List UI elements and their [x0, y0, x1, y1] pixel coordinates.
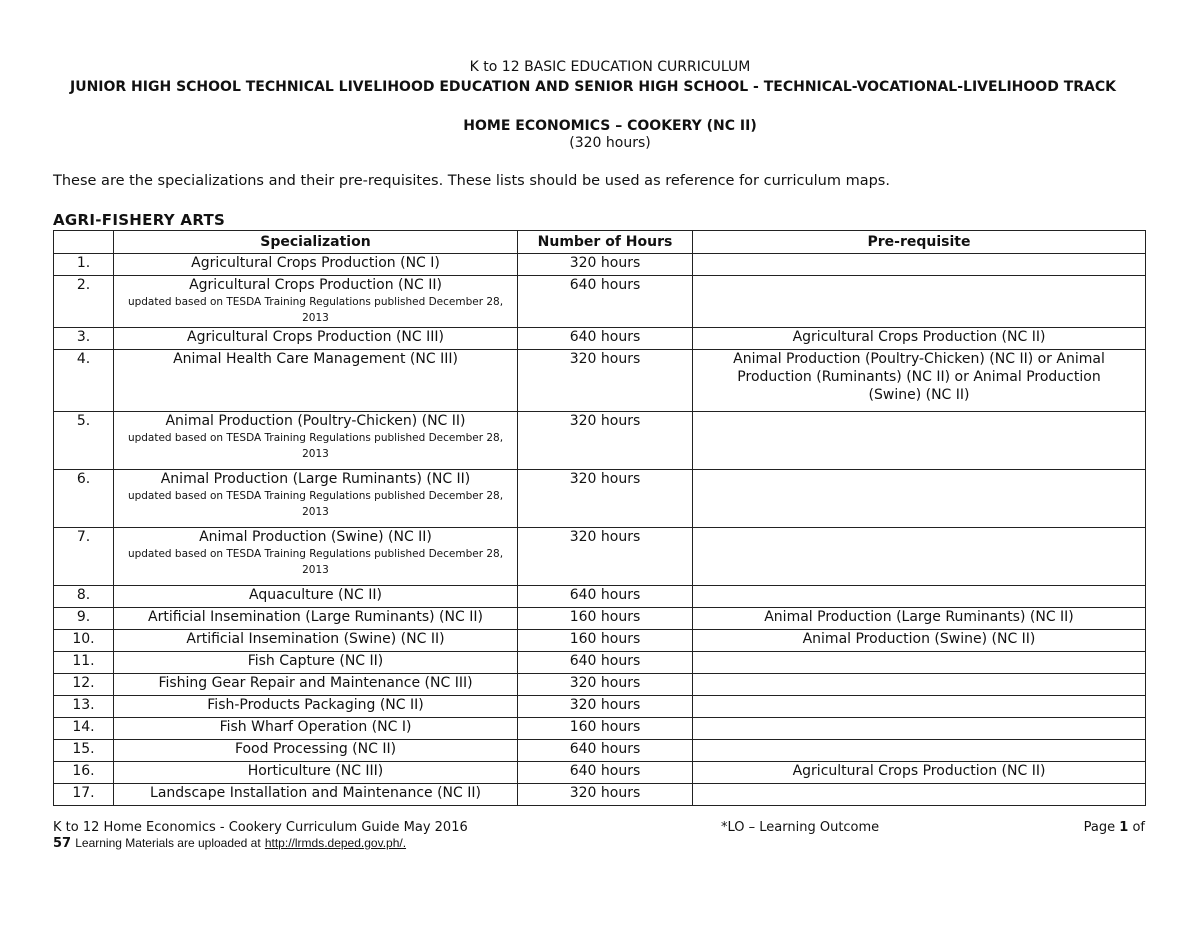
- row-prerequisite: Animal Production (Large Ruminants) (NC II): [693, 608, 1146, 630]
- row-specialization-cell: [114, 470, 518, 528]
- curriculum-subtitle: JUNIOR HIGH SCHOOL TECHNICAL LIVELIHOOD EDUCATION AND SENIOR HIGH SCHOOL - TECHNICAL-VOCATIONAL-LIVELIHOOD TRACK: [70, 79, 1116, 95]
- row-prerequisite: Animal Production (Swine) (NC II): [693, 630, 1146, 652]
- row-specialization-cell: [114, 674, 518, 696]
- row-number: 3.: [54, 328, 114, 350]
- specialization-name: Animal Production (Poultry-Chicken) (NC II): [165, 413, 466, 429]
- specialization-name: Fish Capture (NC II): [247, 653, 384, 669]
- materials-link[interactable]: http://lrmds.deped.gov.ph/.: [264, 836, 407, 850]
- specialization-name: Artificial Insemination (Large Ruminants) (NC II): [148, 609, 483, 625]
- row-prerequisite: Agricultural Crops Production (NC II): [693, 762, 1146, 784]
- table-row: [54, 608, 1146, 630]
- row-specialization-cell: [114, 652, 518, 674]
- row-prerequisite: [693, 674, 1146, 696]
- row-hours: 320 hours: [518, 254, 693, 276]
- row-specialization-cell: [114, 350, 518, 412]
- specialization-name: Agricultural Crops Production (NC III): [187, 329, 444, 345]
- specialization-name: Artificial Insemination (Swine) (NC II): [186, 631, 445, 647]
- specialization-name: Horticulture (NC III): [247, 763, 384, 779]
- specialization-name: Food Processing (NC II): [234, 741, 397, 757]
- table-header-row: [54, 231, 1146, 254]
- specialization-name: Aquaculture (NC II): [249, 587, 382, 603]
- intro-text: These are the specializations and their pre-requisites. These lists should be used as reference for curriculum maps.: [53, 173, 890, 189]
- table-row: [54, 652, 1146, 674]
- row-specialization-cell: [114, 412, 518, 470]
- table-row: [54, 696, 1146, 718]
- specialization-name: Animal Health Care Management (NC III): [173, 351, 458, 367]
- row-hours: 640 hours: [518, 586, 693, 608]
- row-prerequisite: Agricultural Crops Production (NC II): [693, 328, 1146, 350]
- row-hours: 640 hours: [518, 762, 693, 784]
- table-row: [54, 528, 1146, 586]
- row-number: 13.: [54, 696, 114, 718]
- row-number: 8.: [54, 586, 114, 608]
- specialization-name: Fish Wharf Operation (NC I): [219, 719, 412, 735]
- row-number: 9.: [54, 608, 114, 630]
- row-hours: 640 hours: [518, 740, 693, 762]
- table-row: [54, 740, 1146, 762]
- row-hours: 320 hours: [518, 470, 693, 528]
- row-prerequisite: [693, 528, 1146, 586]
- page-label: Page: [1083, 820, 1116, 835]
- row-prerequisite: [693, 254, 1146, 276]
- curriculum-title: K to 12 BASIC EDUCATION CURRICULUM: [469, 59, 751, 75]
- specialization-name: Agricultural Crops Production (NC II): [189, 277, 442, 293]
- row-specialization-cell: [114, 528, 518, 586]
- row-hours: 640 hours: [518, 328, 693, 350]
- row-hours: 320 hours: [518, 528, 693, 586]
- specialization-name: Fish-Products Packaging (NC II): [207, 697, 424, 713]
- header-specialization: Specialization: [114, 231, 518, 254]
- row-prerequisite: [693, 652, 1146, 674]
- row-number: 7.: [54, 528, 114, 586]
- row-prerequisite: [693, 740, 1146, 762]
- page-current: 1: [1119, 820, 1129, 835]
- row-hours: 320 hours: [518, 784, 693, 806]
- row-number: 17.: [54, 784, 114, 806]
- row-number: 11.: [54, 652, 114, 674]
- footer-page-number: [1084, 820, 1145, 835]
- specialization-name: Fishing Gear Repair and Maintenance (NC III): [158, 675, 473, 691]
- row-prerequisite: [693, 412, 1146, 470]
- specialization-table: [53, 230, 1146, 806]
- table-row: [54, 254, 1146, 276]
- row-number: 14.: [54, 718, 114, 740]
- row-number: 2.: [54, 276, 114, 328]
- table-row: [54, 412, 1146, 470]
- row-number: 4.: [54, 350, 114, 412]
- row-number: 5.: [54, 412, 114, 470]
- row-prerequisite: [693, 718, 1146, 740]
- row-prerequisite: [693, 784, 1146, 806]
- row-hours: 640 hours: [518, 276, 693, 328]
- row-prerequisite: Animal Production (Poultry-Chicken) (NC II) or Animal Production (Ruminants) (NC II) or Animal Production (Swine) (NC II): [693, 350, 1146, 412]
- row-number: 15.: [54, 740, 114, 762]
- row-number: 6.: [54, 470, 114, 528]
- course-hours: (320 hours): [569, 135, 651, 151]
- row-number: 10.: [54, 630, 114, 652]
- row-specialization-cell: [114, 254, 518, 276]
- specialization-note: updated based on TESDA Training Regulations published December 28, 2013: [127, 432, 504, 460]
- row-hours: 320 hours: [518, 696, 693, 718]
- row-specialization-cell: [114, 762, 518, 784]
- footer-materials-line: [53, 836, 406, 851]
- specialization-note: updated based on TESDA Training Regulations published December 28, 2013: [127, 548, 504, 576]
- table-row: [54, 328, 1146, 350]
- table-row: [54, 630, 1146, 652]
- specialization-name: Agricultural Crops Production (NC I): [191, 255, 440, 271]
- table-row: [54, 586, 1146, 608]
- specialization-name: Landscape Installation and Maintenance (NC II): [150, 785, 481, 801]
- row-hours: 160 hours: [518, 718, 693, 740]
- row-prerequisite: [693, 696, 1146, 718]
- table-row: [54, 674, 1146, 696]
- header-hours: Number of Hours: [518, 231, 693, 254]
- page-of-label: of: [1132, 820, 1145, 835]
- table-row: [54, 350, 1146, 412]
- row-hours: 640 hours: [518, 652, 693, 674]
- table-row: [54, 470, 1146, 528]
- specialization-note: updated based on TESDA Training Regulations published December 28, 2013: [127, 490, 504, 518]
- row-specialization-cell: [114, 740, 518, 762]
- row-specialization-cell: [114, 276, 518, 328]
- table-row: [54, 276, 1146, 328]
- footer-guide-title: K to 12 Home Economics - Cookery Curriculum Guide May 2016: [53, 820, 468, 835]
- row-prerequisite: [693, 470, 1146, 528]
- course-title: HOME ECONOMICS – COOKERY (NC II): [463, 118, 757, 134]
- header-number: [54, 231, 114, 254]
- row-specialization-cell: [114, 784, 518, 806]
- specialization-note: updated based on TESDA Training Regulations published December 28, 2013: [127, 296, 504, 324]
- row-number: 12.: [54, 674, 114, 696]
- specialization-name: Animal Production (Swine) (NC II): [199, 529, 432, 545]
- page-total: 57: [53, 836, 72, 851]
- row-number: 16.: [54, 762, 114, 784]
- row-specialization-cell: [114, 630, 518, 652]
- footer-lo-legend: *LO – Learning Outcome: [721, 820, 880, 835]
- row-specialization-cell: [114, 696, 518, 718]
- materials-text: Learning Materials are uploaded at: [75, 836, 261, 850]
- row-specialization-cell: [114, 586, 518, 608]
- row-hours: 320 hours: [518, 350, 693, 412]
- row-specialization-cell: [114, 328, 518, 350]
- table-row: [54, 762, 1146, 784]
- row-hours: 160 hours: [518, 608, 693, 630]
- row-hours: 320 hours: [518, 412, 693, 470]
- row-number: 1.: [54, 254, 114, 276]
- specialization-name: Animal Production (Large Ruminants) (NC II): [160, 471, 471, 487]
- row-prerequisite: [693, 276, 1146, 328]
- table-row: [54, 718, 1146, 740]
- row-prerequisite: [693, 586, 1146, 608]
- header-prerequisite: Pre-requisite: [693, 231, 1146, 254]
- section-title: AGRI-FISHERY ARTS: [53, 211, 226, 229]
- row-hours: 160 hours: [518, 630, 693, 652]
- table-row: [54, 784, 1146, 806]
- row-hours: 320 hours: [518, 674, 693, 696]
- row-specialization-cell: [114, 718, 518, 740]
- row-specialization-cell: [114, 608, 518, 630]
